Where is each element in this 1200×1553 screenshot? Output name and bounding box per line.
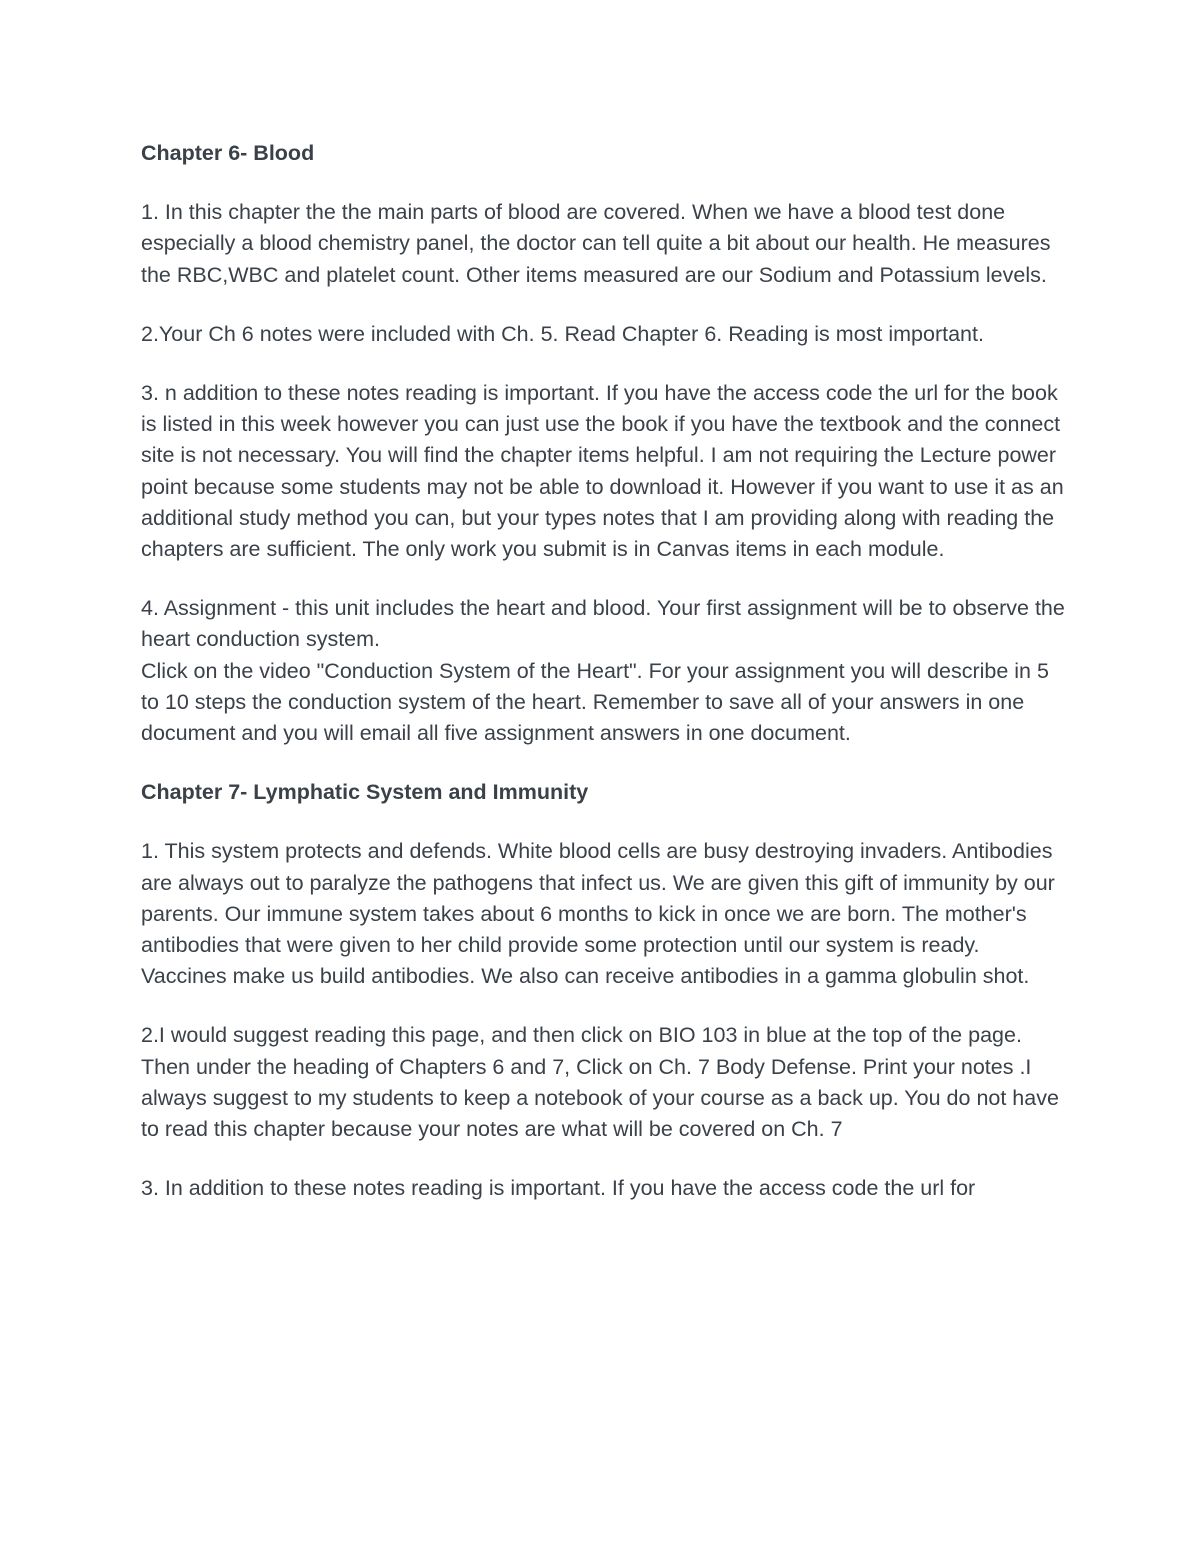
paragraph-text: 1. This system protects and defends. White blood cells are busy destroying invaders. Antibodies are always out to paralyze the pathogens that infect us. We are given this gift of immunity by our parents. Our immune system takes about 6 months to kick in once we are born. The mother's antibodies that were given to her child provide some protection until our system is ready. Vaccines make us build antibodies. We also can receive antibodies in a gamma globulin shot. [141, 839, 1055, 989]
chapter-6-paragraph-4 [141, 593, 1066, 749]
chapter-6-paragraph-3 [141, 378, 1066, 565]
chapter-6-paragraph-2 [141, 319, 1066, 350]
document-page [141, 138, 1066, 1204]
chapter-7-paragraph-2 [141, 1020, 1066, 1145]
paragraph-text: 4. Assignment - this unit includes the heart and blood. Your first assignment will be to observe the heart conduction system. [141, 596, 1065, 652]
section-heading-chapter-6: Chapter 6- Blood [141, 141, 315, 165]
paragraph-text: 2.I would suggest reading this page, and then click on BIO 103 in blue at the top of the page. Then under the heading of Chapters 6 and 7, Click on Ch. 7 Body Defense. Print your notes .I always suggest to my students to keep a notebook of your course as a back up. You do not have to read this chapter because your notes are what will be covered on Ch. 7 [141, 1023, 1059, 1142]
paragraph-text: 3. n addition to these notes reading is important. If you have the access code the url for the book is listed in this week however you can just use the book if you have the textbook and the connect site is not necessary. You will find the chapter items helpful. I am not requiring the Lecture power point because some students may not be able to download it. However if you want to use it as an additional study method you can, but your types notes that I am providing along with reading the chapters are sufficient. The only work you submit is in Canvas items in each module. [141, 381, 1064, 562]
chapter-7-paragraph-1 [141, 836, 1066, 992]
paragraph-text: Click on the video "Conduction System of the Heart". For your assignment you will describe in 5 to 10 steps the conduction system of the heart. Remember to save all of your answers in one document and you will email all five assignment answers in one document. [141, 658, 1049, 746]
chapter-7-paragraph-3 [141, 1173, 1066, 1204]
paragraph-text: 2.Your Ch 6 notes were included with Ch. 5. Read Chapter 6. Reading is most important. [141, 321, 984, 346]
chapter-6-paragraph-1 [141, 197, 1066, 291]
paragraph-text: 1. In this chapter the the main parts of blood are covered. When we have a blood test done especially a blood chemistry panel, the doctor can tell quite a bit about our health. He measures the RBC,WBC and platelet count. Other items measured are our Sodium and Potassium levels. [141, 200, 1051, 287]
paragraph-text: 3. In addition to these notes reading is important. If you have the access code the url for [141, 1176, 976, 1201]
section-heading-chapter-7: Chapter 7- Lymphatic System and Immunity [141, 780, 589, 805]
